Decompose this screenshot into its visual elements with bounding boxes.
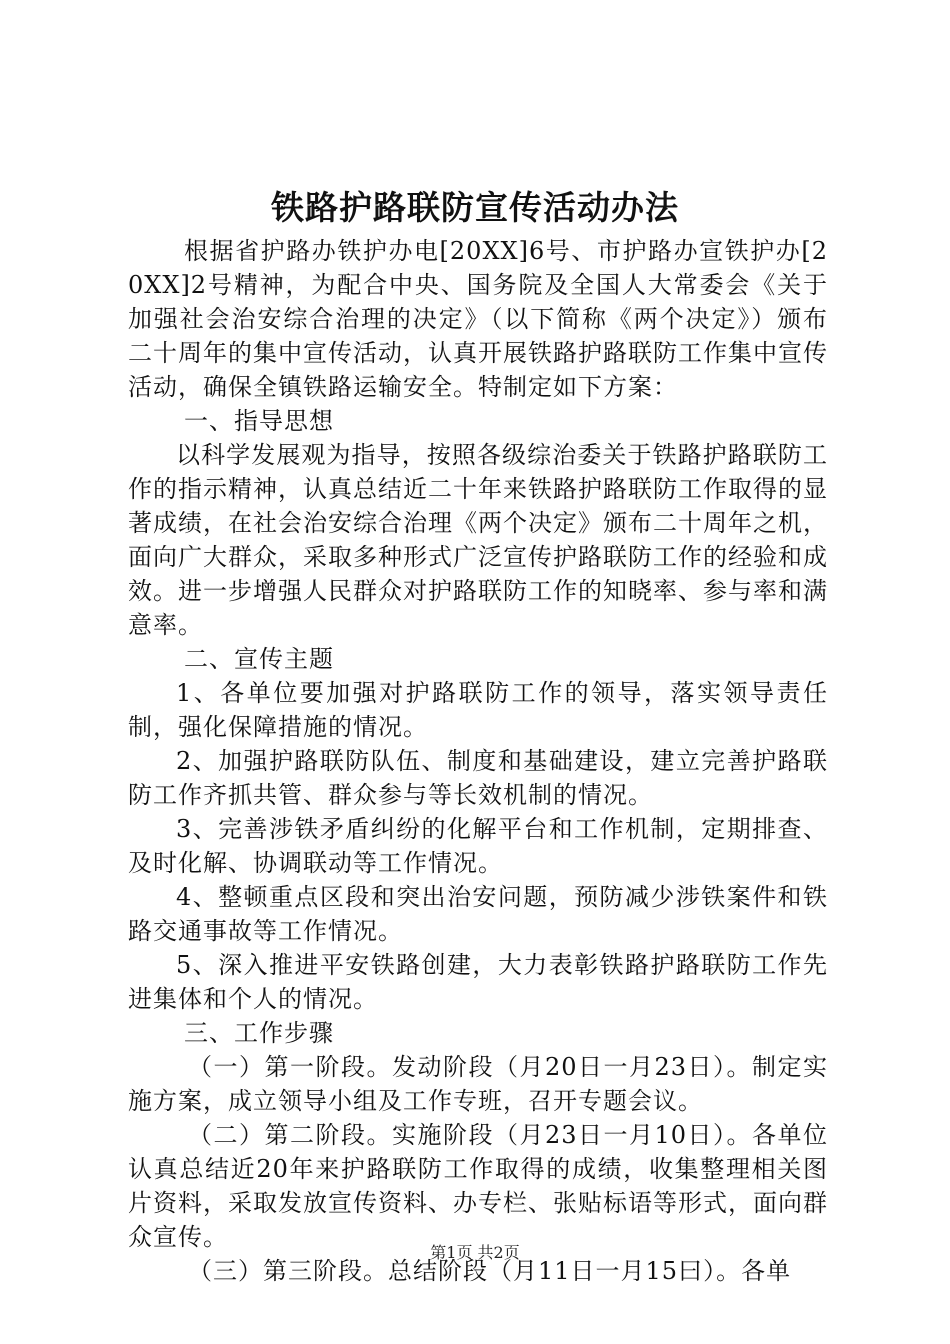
intro-paragraph: 根据省护路办铁护办电[20XX]6号、市护路办宣铁护办[20XX]2号精神，为配合中央、国务院及全国人大常委会《关于加强社会治安综合治理的决定》（以下简称《两个决定》）颁布二十周年的集中宣传活动，认真开展铁路护路联防工作集中宣传活动，确保全镇铁路运输安全。特制定如下方案： bbox=[128, 237, 828, 401]
step-paragraph-2: （二）第二阶段。实施阶段（月23日一月10日）。各单位认真总结近20年来护路联防工作取得的成绩，收集整理相关图片资料，采取发放宣传资料、办专栏、张贴标语等形式，面向群众宣传。 bbox=[128, 1121, 828, 1251]
theme-item-1: 1、各单位要加强对护路联防工作的领导，落实领导责任制，强化保障措施的情况。 bbox=[128, 679, 828, 741]
step-paragraph-3: （三）第三阶段。总结阶段（月11日一月15曰）。各单 bbox=[188, 1257, 792, 1285]
theme-item-5: 5、深入推进平安铁路创建，大力表彰铁路护路联防工作先进集体和个人的情况。 bbox=[128, 951, 828, 1013]
section-heading-guiding-ideology: 一、指导思想 bbox=[184, 407, 334, 435]
page-footer bbox=[0, 1241, 950, 1265]
page-total: 共2页 bbox=[477, 1243, 520, 1262]
step-paragraph-1: （一）第一阶段。发动阶段（月20日一月23日）。制定实施方案，成立领导小组及工作专班，召开专题会议。 bbox=[128, 1053, 828, 1115]
theme-item-3: 3、完善涉铁矛盾纠纷的化解平台和工作机制，定期排查、及时化解、协调联动等工作情况。 bbox=[128, 815, 828, 877]
theme-item-2: 2、加强护路联防队伍、制度和基础建设，建立完善护路联防工作齐抓共管、群众参与等长效机制的情况。 bbox=[128, 747, 828, 809]
theme-item-4: 4、整顿重点区段和突出治安问题，预防减少涉铁案件和铁路交通事故等工作情况。 bbox=[128, 883, 828, 945]
page-number: 第1页 bbox=[430, 1243, 473, 1262]
section-heading-publicity-theme: 二、宣传主题 bbox=[184, 645, 334, 673]
document-body bbox=[128, 234, 828, 1288]
document-title: 铁路护路联防宣传活动办法 bbox=[271, 188, 679, 227]
section-heading-work-steps: 三、工作步骤 bbox=[184, 1019, 334, 1047]
guiding-ideology-paragraph: 以科学发展观为指导，按照各级综治委关于铁路护路联防工作的指示精神，认真总结近二十年来铁路护路联防工作取得的显著成绩，在社会治安综合治理《两个决定》颁布二十周年之机，面向广大群众，采取多种形式广泛宣传护路联防工作的经验和成效。进一步增强人民群众对护路联防工作的知晓率、参与率和满意率。 bbox=[128, 441, 828, 639]
